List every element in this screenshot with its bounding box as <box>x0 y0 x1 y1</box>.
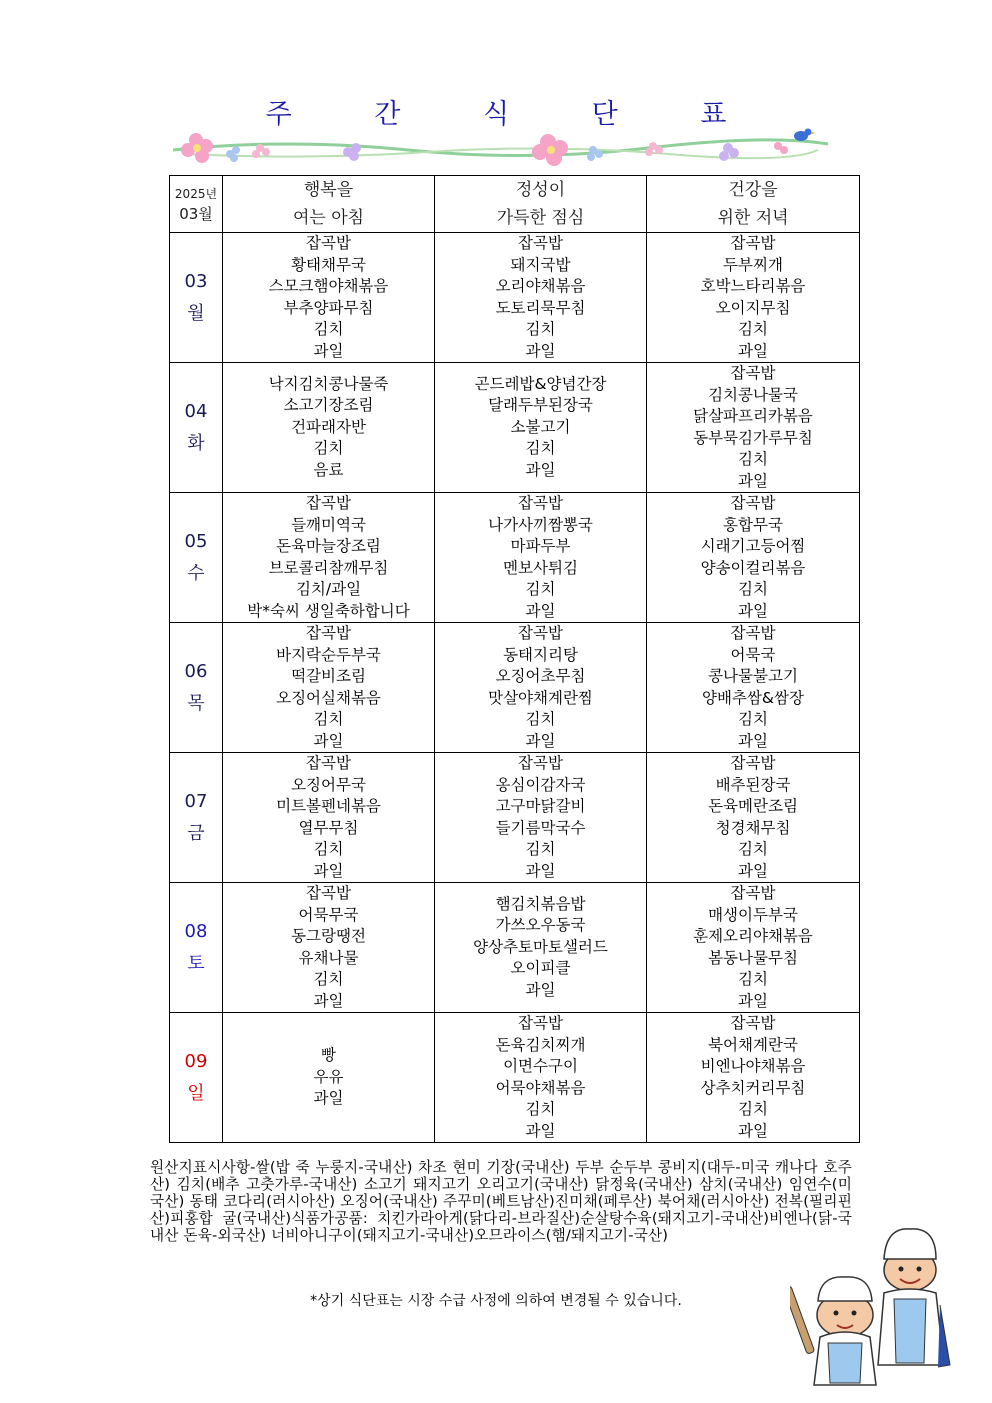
day-weekday: 수 <box>187 562 205 584</box>
dish-item: 잡곡밥 <box>730 754 776 772</box>
dish-item: 고구마닭갈비 <box>495 797 586 815</box>
day-cell <box>170 363 223 493</box>
dish-item: 김치 <box>525 1100 556 1118</box>
dish-item: 가쓰오우동국 <box>495 916 586 935</box>
dish-item: 어묵야채볶음 <box>495 1078 586 1097</box>
dish-item: 소불고기 <box>510 417 571 436</box>
dish-item: 김치 <box>738 580 768 598</box>
dish-item: 어묵국 <box>730 645 776 664</box>
day-cell <box>170 233 223 363</box>
breakfast-cell <box>223 1013 435 1143</box>
dish-item: 김치 <box>525 840 556 858</box>
dish-item: 오이피클 <box>510 959 571 978</box>
dish-item: 과일 <box>313 1089 344 1108</box>
table-row <box>170 623 860 753</box>
header-breakfast <box>223 176 435 233</box>
dish-item: 오리야채볶음 <box>495 277 586 295</box>
breakfast-cell <box>223 233 435 363</box>
dish-item: 비엔나야채볶음 <box>700 1057 806 1075</box>
header-lunch-line1: 정성이 <box>515 180 566 200</box>
dish-item: 잡곡밥 <box>306 754 351 772</box>
dish-item: 과일 <box>313 341 344 360</box>
dish-item: 미트볼펜네볶음 <box>276 797 381 815</box>
dish-item: 김치 <box>525 439 556 458</box>
header-lunch <box>435 176 647 233</box>
day-date: 04 <box>184 400 208 422</box>
dish-item: 북어채계란국 <box>708 1035 798 1054</box>
dinner-cell <box>647 623 860 753</box>
dish-item: 잡곡밥 <box>306 234 351 252</box>
dish-item: 김치 <box>525 320 556 338</box>
dinner-cell <box>647 753 860 883</box>
dish-item: 양배추쌈&쌈장 <box>702 688 804 707</box>
header-breakfast-line1: 행복을 <box>303 180 354 200</box>
dish-item: 김치/과일 <box>295 580 362 598</box>
lunch-cell <box>435 883 647 1013</box>
dish-item: 과일 <box>738 1121 768 1140</box>
day-cell <box>170 753 223 883</box>
dish-item: 과일 <box>738 471 768 490</box>
dish-item: 열무무침 <box>298 818 359 837</box>
dish-item: 잡곡밥 <box>730 234 776 252</box>
breakfast-cell <box>223 493 435 623</box>
dish-item: 박*숙씨 생일축하합니다 <box>247 601 410 620</box>
dish-item: 달래두부된장국 <box>488 396 593 415</box>
dish-item: 과일 <box>313 991 344 1010</box>
day-cell <box>170 883 223 1013</box>
dish-item: 잡곡밥 <box>518 494 563 512</box>
header-date-cell <box>170 176 223 233</box>
day-date: 08 <box>184 920 208 942</box>
dish-item: 상추치커리무침 <box>700 1078 806 1097</box>
lunch-cell <box>435 623 647 753</box>
lunch-cell <box>435 493 647 623</box>
chef-cartoon-illustration <box>790 1215 960 1395</box>
dish-item: 양송이컬리볶음 <box>700 558 806 577</box>
dish-item: 과일 <box>525 861 556 880</box>
table-row <box>170 493 860 623</box>
dish-item: 김치 <box>738 450 768 468</box>
dish-item: 빵 <box>321 1046 336 1065</box>
dish-item: 들깨미역국 <box>291 515 366 534</box>
header-dinner-line1: 건강을 <box>728 180 778 200</box>
dish-item: 김치콩나물국 <box>708 385 798 404</box>
table-row <box>170 883 860 1013</box>
dish-item: 브로콜리참깨무침 <box>268 558 389 577</box>
dish-item: 잡곡밥 <box>306 884 351 902</box>
dish-item: 김치 <box>738 970 768 988</box>
flower-garland-illustration <box>168 120 833 175</box>
header-month: 03월 <box>179 205 213 223</box>
dish-item: 동그랑땡전 <box>291 927 366 945</box>
dish-item: 봄동나물무침 <box>708 948 798 967</box>
dish-item: 오징어무국 <box>291 775 366 794</box>
dish-item: 과일 <box>525 460 556 479</box>
day-cell <box>170 493 223 623</box>
day-date: 07 <box>184 790 208 812</box>
dish-item: 이면수구이 <box>503 1057 578 1075</box>
dish-item: 두부찌개 <box>723 255 783 274</box>
day-date: 03 <box>184 270 208 292</box>
dish-item: 콩나물불고기 <box>708 667 798 685</box>
dish-item: 스모크햄야채볶음 <box>268 277 389 295</box>
table-row <box>170 1013 860 1143</box>
dish-item: 훈제오리야채볶음 <box>693 927 813 945</box>
dish-item: 닭살파프리카볶음 <box>693 407 813 425</box>
dish-item: 맛살야채계란찜 <box>488 688 593 707</box>
dinner-cell <box>647 493 860 623</box>
footnote: *상기 식단표는 시장 수급 사정에 의하여 변경될 수 있습니다. <box>310 1293 682 1309</box>
dish-item: 곤드레밥&양념간장 <box>474 374 607 393</box>
dinner-cell <box>647 233 860 363</box>
dish-item: 잡곡밥 <box>730 624 776 642</box>
dish-item: 과일 <box>525 1121 556 1140</box>
dish-item: 마파두부 <box>510 537 571 555</box>
table-row <box>170 233 860 363</box>
dish-item: 과일 <box>525 341 556 360</box>
dish-item: 시래기고등어찜 <box>700 537 806 555</box>
dish-item: 과일 <box>738 731 768 750</box>
dish-item: 돈육김치찌개 <box>495 1035 586 1054</box>
dish-item: 과일 <box>313 731 344 750</box>
dish-item: 우유 <box>313 1067 344 1086</box>
dish-item: 잡곡밥 <box>730 494 776 512</box>
dish-item: 과일 <box>313 861 344 880</box>
dinner-cell <box>647 883 860 1013</box>
dish-item: 동태지리탕 <box>503 645 578 664</box>
table-row <box>170 363 860 493</box>
breakfast-cell <box>223 363 435 493</box>
dish-item: 과일 <box>738 601 768 620</box>
dish-item: 음료 <box>313 460 344 479</box>
lunch-cell <box>435 363 647 493</box>
day-weekday: 일 <box>187 1082 205 1104</box>
dish-item: 돈육마늘장조림 <box>276 537 381 555</box>
breakfast-cell <box>223 623 435 753</box>
dish-item: 과일 <box>525 731 556 750</box>
dish-item: 양상추토마토샐러드 <box>473 937 608 956</box>
breakfast-cell <box>223 883 435 1013</box>
dish-item: 김치 <box>738 710 768 728</box>
weekly-menu-table <box>169 175 860 1143</box>
dish-item: 과일 <box>525 601 556 620</box>
dish-item: 과일 <box>525 980 556 999</box>
dish-item: 김치 <box>738 1100 768 1118</box>
dish-item: 잡곡밥 <box>730 1014 776 1032</box>
dish-item: 낙지김치콩나물죽 <box>268 374 389 393</box>
day-cell <box>170 1013 223 1143</box>
dish-item: 옹심이감자국 <box>495 775 586 794</box>
dish-item: 부추양파무침 <box>283 298 374 317</box>
dish-item: 잡곡밥 <box>730 364 776 382</box>
dish-item: 돼지국밥 <box>510 255 571 274</box>
dish-item: 호박느타리볶음 <box>700 277 806 295</box>
day-weekday: 화 <box>187 432 205 454</box>
dish-item: 오징어실채볶음 <box>276 688 381 707</box>
day-weekday: 토 <box>187 952 205 974</box>
day-cell <box>170 623 223 753</box>
dish-item: 소고기장조림 <box>283 396 374 415</box>
breakfast-cell <box>223 753 435 883</box>
dish-item: 유채나물 <box>298 948 359 967</box>
dish-item: 과일 <box>738 341 768 360</box>
day-weekday: 월 <box>187 302 205 324</box>
dish-item: 김치 <box>313 320 344 338</box>
dish-item: 잡곡밥 <box>518 234 563 252</box>
dish-item: 돈육메란조림 <box>708 797 798 815</box>
dish-item: 멘보사튀김 <box>503 558 578 577</box>
dish-item: 김치 <box>313 710 344 728</box>
dish-item: 잡곡밥 <box>518 1014 563 1032</box>
dish-item: 김치 <box>525 710 556 728</box>
origin-notice: 원산지표시사항-쌀(밥 죽 누룽지-국내산) 차조 현미 기장(국내산) 두부 순두부 콩비지(대두-미국 캐나다 호주산) 김치(배추 고춧가루-국내산) 소고기 돼지고기 오리고기(국내산) 닭정육(국내산) 삼치(국내산) 임연수(미국산) 동태 코다리(러시아산) 오징어(국내산) 주꾸미(베트남산)진미채(페루산) 북어채(러시아산) 전복(필리핀산)피홍합 굴(국내산)식품가공품: 치킨가라아게(닭다리-브라질산)순살탕수육(돼지고기-국내산)비엔나(닭-국내산 돈육-외국산) 너비아니구이(돼지고기-국내산)오므라이스(햄/돼지고기-국산) <box>150 1159 852 1244</box>
day-date: 05 <box>184 530 208 552</box>
table-header-row <box>170 176 860 233</box>
dish-item: 홍합무국 <box>723 515 783 534</box>
lunch-cell <box>435 1013 647 1143</box>
dish-item: 잡곡밥 <box>306 494 351 512</box>
day-weekday: 금 <box>187 822 205 844</box>
dish-item: 나가사끼짬뽕국 <box>488 515 593 534</box>
dish-item: 과일 <box>738 861 768 880</box>
table-row <box>170 753 860 883</box>
dish-item: 동부묵김가루무침 <box>693 428 813 447</box>
dish-item: 잡곡밥 <box>306 624 351 642</box>
lunch-cell <box>435 753 647 883</box>
dish-item: 건파래자반 <box>291 417 366 436</box>
dish-item: 황태채무국 <box>291 255 366 274</box>
header-dinner-line2: 위한 저녁 <box>717 208 789 228</box>
dish-item: 어묵무국 <box>298 905 359 924</box>
page-title: 주 간 식 단 표 <box>265 99 764 130</box>
dish-item: 햄김치볶음밥 <box>495 894 586 913</box>
dish-item: 들기름막국수 <box>495 818 586 837</box>
dish-item: 김치 <box>313 840 344 858</box>
dish-item: 과일 <box>738 991 768 1010</box>
dish-item: 오징어초무침 <box>495 667 586 685</box>
lunch-cell <box>435 233 647 363</box>
dish-item: 김치 <box>525 580 556 598</box>
dinner-cell <box>647 363 860 493</box>
header-lunch-line2: 가득한 점심 <box>496 208 585 228</box>
header-year: 2025년 <box>174 187 218 201</box>
dish-item: 오이지무침 <box>715 298 791 317</box>
menu-body <box>170 233 860 1143</box>
dish-item: 떡갈비조림 <box>291 667 366 685</box>
header-breakfast-line2: 여는 아침 <box>292 208 365 228</box>
dish-item: 도토리묵무침 <box>495 298 586 317</box>
dish-item: 김치 <box>313 439 344 458</box>
dish-item: 잡곡밥 <box>518 624 563 642</box>
day-weekday: 목 <box>187 692 205 714</box>
dinner-cell <box>647 1013 860 1143</box>
dish-item: 잡곡밥 <box>730 884 776 902</box>
header-dinner <box>647 176 860 233</box>
dish-item: 김치 <box>738 320 768 338</box>
dish-item: 김치 <box>313 970 344 988</box>
dish-item: 바지락순두부국 <box>276 645 381 664</box>
dish-item: 잡곡밥 <box>518 754 563 772</box>
day-date: 09 <box>184 1050 208 1072</box>
dish-item: 배추된장국 <box>715 775 791 794</box>
day-date: 06 <box>184 660 208 682</box>
dish-item: 김치 <box>738 840 768 858</box>
dish-item: 매생이두부국 <box>708 905 798 924</box>
dish-item: 청경채무침 <box>715 818 791 837</box>
